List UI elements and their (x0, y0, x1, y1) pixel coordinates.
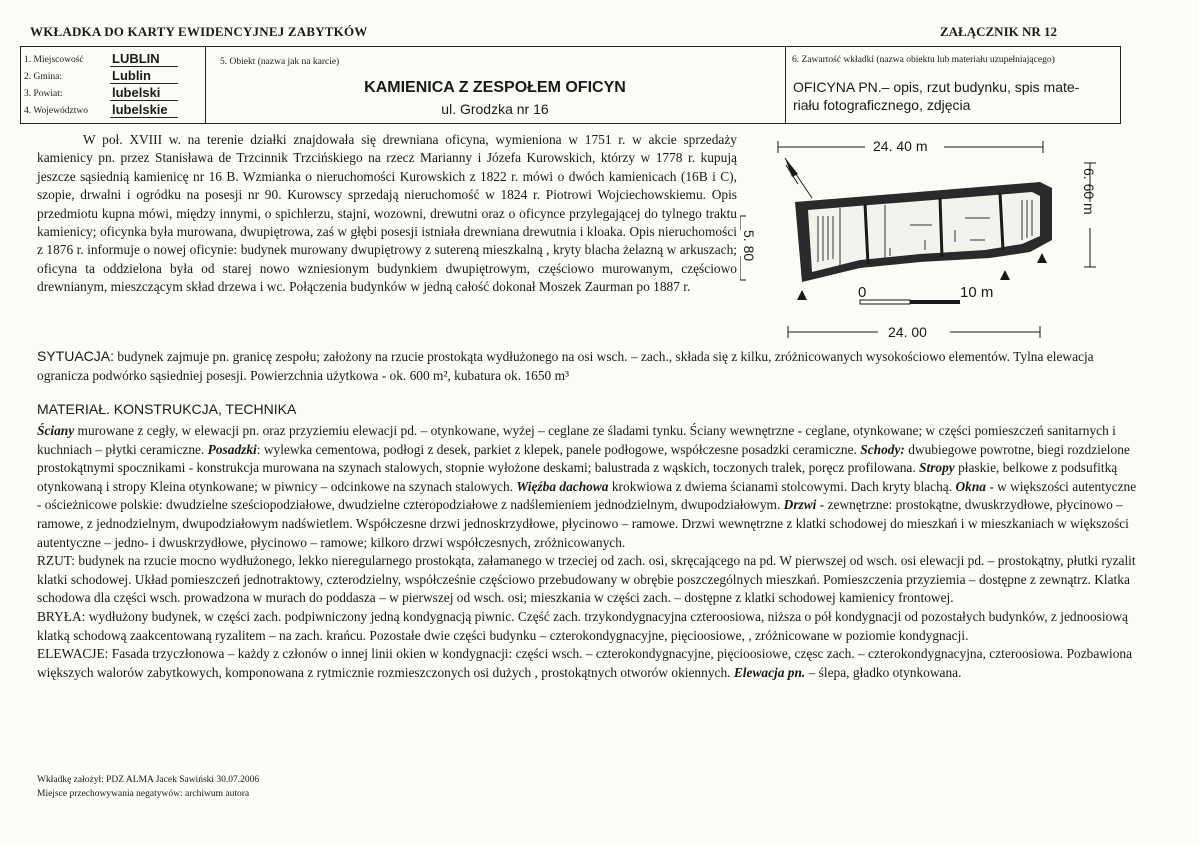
elevation-north-text: – ślepa, gładko otynkowana. (805, 664, 962, 680)
header-top-rule (20, 46, 1120, 47)
field-value-county: lubelski (112, 85, 161, 100)
roof-term: Więźba dachowa (516, 478, 609, 494)
elevation-north-term: Elewacja pn. (733, 664, 806, 680)
windows-term: Okna (955, 478, 986, 494)
ceilings-term: Stropy (919, 460, 955, 476)
header-left-border (20, 46, 21, 124)
attachment-number: ZAŁĄCZNIK NR 12 (940, 24, 1058, 39)
entrance-marker-icon (1000, 270, 1010, 280)
field-value-commune: Lublin (112, 68, 151, 83)
roof-text: krokwiowa z dwiema ścianami stolcowymi. Dach kryty blachą. (608, 478, 956, 494)
walls-term: Ściany (37, 423, 75, 438)
dim-bottom-label: 24. 00 (888, 324, 927, 340)
field-label-town: 1. Miejscowość (24, 55, 84, 65)
contents-line-1: OFICYNA PN.– opis, rzut budynku, spis mate- (793, 79, 1080, 95)
document-title: WKŁADKA DO KARTY EWIDENCYJNEJ ZABYTKÓW (30, 24, 368, 39)
stairs-text: dwubiegowe powrotne, biegi rozdzielone prostokątnymi spocznikami - konstrukcja murowana na szynach stalowych, stopnie wyłożone deskami; balustrada z wąskich, toczonych tralek, poręcz profilowana. (37, 441, 1130, 476)
contents-label: 6. Zawartość wkładki (nazwa obiektu lub materiału uzupełniającego) (792, 55, 1055, 65)
field-value-voivodeship: lubelskie (112, 102, 168, 117)
field-label-commune: 2. Gmina: (24, 72, 62, 82)
object-address: ul. Grodzka nr 16 (441, 101, 549, 117)
footer-storage: Miejsce przechowywania negatywów: archiwum autora (37, 789, 250, 799)
mass-description: BRYŁA: wydłużony budynek, w części zach. podpiwniczony jedną kondygnacją piwnic. Część zach. trzykondygnacyjna czteroosiowa, niższa o pół kondygnacji od pozostałych budynków, z jednoosiową klatką schodową zaakcentowaną ryzalitem – na zach. krańcu. Pozostałe dwie części budynku – czterokondygnacyjne, pięcioosiowe, , zróżnicowane w poziomie kondygnacji. (37, 608, 1128, 643)
north-arrow-icon (785, 158, 798, 177)
entrance-marker-icon (797, 290, 807, 300)
header-bottom-rule (20, 123, 1120, 124)
field-value-town: LUBLIN (112, 51, 160, 66)
doors-term: Drzwi - (783, 497, 825, 513)
material-section (37, 422, 1137, 682)
walls-text: murowane z cegły, w elewacji pn. oraz przyziemiu elewacji pd. – otynkowane, wyżej – ceglane ze śladami tynku. Ściany wewnętrzne - ceglane, otynkowane; w części pomieszczeń sanitarnych i kuchniach – płytki ceramiczne. (37, 423, 1116, 457)
history-paragraph: W poł. XVIII w. na terenie działki znajdowała się drewniana oficyna, wymieniona w 1751 r. w akcie sprzedaży kamienicy pn. przez Stanisława de Trzcinnik Trzcińskiego na rzecz Marianny i Józefa Kurowskich, którzy w 1778 r. kupują jeszcze sąsiednią kamienicę nr 16 B. Wzmianka o nieruchomości Kurowskich z 1822 r. mówi o dwóch kamienicach (16B i C), szopie, drwalni i ogródku na posesji nr 90. Kurowscy sprzedają nieruchomość w 1824 r. Piotrowi Wojciechowskiemu. Opis przedmiotu kupna mówi, między innymi, o spichlerzu, stajni, wozowni, drewutni oraz o oficynce przylegającej do tylnego traktu kamienicy; oficynka była murowana, dwupiętrowa, zaś w głębi posesji istniała drewniana drewutnia i kloaka. Opis nieruchomości z 1876 r. informuje o nowej oficynie: budynek murowany dwupiętrowy z sutereną mieszkalną , kryty blacha żelazną w arkuszach; oficyna ta oddzielona była od starej nowo wzniesionym budynkiem dwupiętrowym, częściowo murowanym, częściowo drewnianym, mieszczącym skład drzewa i wc. Połączenia budynków w jedną całość dokonał Moszek Zaurman po 1887 r. (37, 132, 737, 295)
ceilings-text: płaskie, belkowe z podsufitką otynkowaną i stropy Kleina otynkowane; w piwnicy – odcinkowe na szynach stalowych. (37, 460, 1118, 494)
history-text-block (37, 131, 737, 297)
entrance-marker-icon (1037, 253, 1047, 263)
footer-author: Wkładkę założył: PDZ ALMA Jacek Sawiński 30.07.2006 (37, 775, 260, 785)
field-label-voivodeship: 4. Województwo (24, 106, 88, 116)
header-right-border (1120, 46, 1121, 124)
scale-bar-segment (860, 300, 910, 304)
scale-end-label: 10 m (960, 284, 994, 301)
underline-county (110, 100, 178, 101)
floors-term: Posadzki (207, 441, 257, 457)
situation-heading: SYTUACJA: (37, 348, 115, 364)
underline-voivodeship (110, 117, 178, 118)
header-divider-2 (785, 46, 786, 124)
contents-line-2: riału fotograficznego, zdjęcia (793, 97, 971, 113)
field-label-county: 3. Powiat: (24, 89, 63, 99)
plan-description: RZUT: budynek na rzucie mocno wydłużonego, lekko nieregularnego prostokąta, załamanego w trzeciej od zach. osi, skręcającego na pd. W pierwszej od wsch. osi elewacji pd. – prostokątny, płutki ryzalit klatki schodowej. Układ pomieszczeń jednotraktowy, czterodzielny, współcześnie częściowo przebudowany w obrębie poszczególnych mieszkań. Pomieszczenia przyziemia – dostępne z zewnątrz. Klatka schodowa dla części wsch. prowadzona w murach do poddasza – w pierwszej od wsch. osi; mieszkania w części zach. – dostępne z klatki schodowej kamienicy frontowej. (37, 553, 1136, 606)
doors-text: zewnętrzne: prostokątne, dwuskrzydłowe, płycinowo – ramowe, z jednodzielnym, dwupodziałowym nadświetlem. Współczesne drzwi jednoskrzydłowe, płycinowo – ramowe. Drzwi wewnętrzne z klatki schodowej do mieszkań i w mieszkaniach w większości autentyczne – jedno- i dwuskrzydłowe, płycinowo – ramowe; kilkoro drzwi współczesnych, zróżnicowanych. (37, 497, 1129, 550)
stairs-term: Schody: (860, 441, 905, 457)
underline-town (110, 66, 178, 67)
floors-text: : wylewka cementowa, podłogi z desek, parkiet z klepek, panele podłogowe, współczesne posadzki ceramiczne. (256, 441, 861, 457)
object-name: KAMIENICA Z ZESPOŁEM OFICYN (364, 79, 626, 96)
situation-section (37, 347, 1137, 385)
situation-text: budynek zajmuje pn. granicę zespołu; założony na rzucie prostokąta wydłużonego na osi wsch. – zach., składa się z kilku, zróżnicowanych wysokościowo elementów. Tylna elewacja ogranicza podwórko sąsiedniej posesji. Powierzchnia użytkowa - ok. 600 m², kubatura ok. 1650 m³ (37, 349, 1094, 383)
dim-top-label: 24. 40 m (873, 138, 928, 154)
elevation-description: ELEWACJE: Fasada trzyczłonowa – każdy z członów o innej linii okien w kondygnacji: części wsch. – czterokondygnacyjne, pięcioosiowe, częsc zach. – czterokondygnacyjna, czteroosiowa. Pozbawiona większych walorów zabytkowych, komponowana z rytmicznie rozmieszczonych osi dużych , prostokątnych otworów okiennych. (37, 646, 1133, 680)
floor-plan-drawing (740, 130, 1130, 345)
windows-text: - w większości autentyczne - ościeżnicowe polskie: dwudzielne sześciopodziałowe, dwudzielne czteropodziałowe z nadślemieniem jednodzielnym, dwupodziałowym. (37, 478, 1137, 513)
object-label: 5. Obiekt (nazwa jak na karcie) (220, 57, 340, 67)
dim-right-label: 6. 60 m (1081, 168, 1097, 215)
scale-start-label: 0 (858, 284, 867, 301)
dim-left-label: 5. 80 (741, 230, 757, 262)
material-heading: MATERIAŁ. KONSTRUKCJA, TECHNIKA (37, 401, 297, 417)
underline-commune (110, 83, 178, 84)
